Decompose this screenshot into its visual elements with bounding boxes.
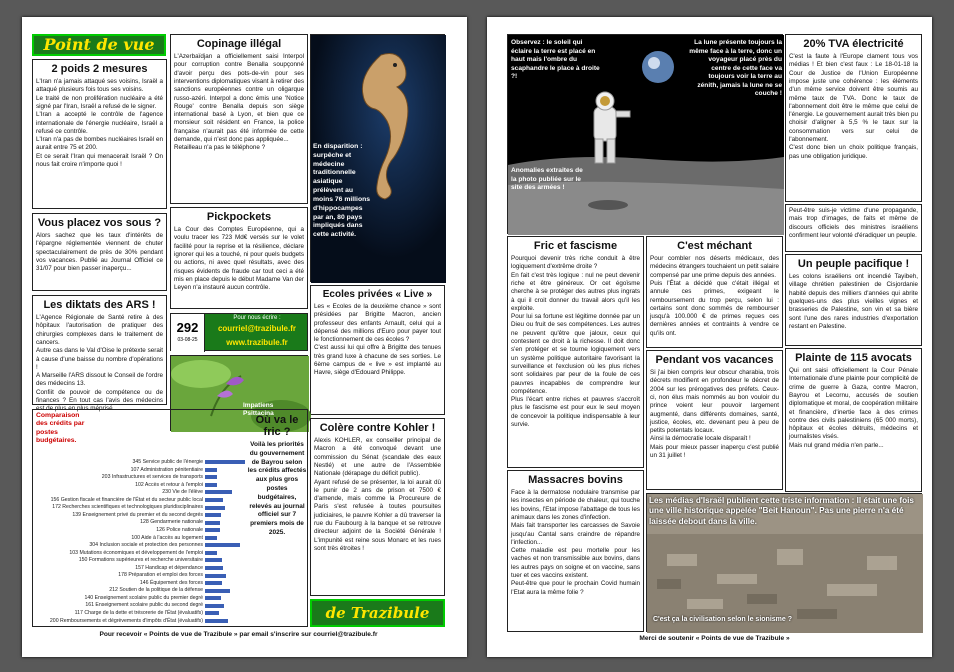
chart-bar bbox=[205, 543, 240, 547]
article-body: Pour combler nos déserts médicaux, des médecins étrangers touchaient un petit salaire compensé par une prime depuis des années. Puis l'État a décidé que c'était illégal et annule ces primes, exigeant le remboursement du trop perçu, selon lui : certains sont donc sommés de rembourser jusqu'à 100.000 € de primes reçues ces dernières années et contraints à vendre ce qu'ils ont. bbox=[650, 255, 779, 337]
footer-left: Pour recevoir « Points de vue de Trazibule » par email s'inscrire sur courriel@trazibule.fr bbox=[99, 631, 378, 638]
article-title: Copinage illégal bbox=[196, 38, 282, 50]
article-title: Les diktats des ARS ! bbox=[43, 299, 156, 311]
chart-bar-label: 172 Recherches scientifiques et technologiques pluridisciplinaires bbox=[52, 504, 203, 511]
chart-bar-label: 128 Gendarmerie nationale bbox=[140, 519, 203, 526]
article-body: L'Azerbaïdjan a officiellement saisi Interpol pour corruption contre Benalla soupçonné d'avoir perçu des pots-de-vin pour ses interventions diplomatiques visant à retirer des sanctions européennes contre un oligarque russo-azéri. Interpol a donc émis une 'Notice Rouge' contre Benalla depuis son siège international basé à Lyon, et bien que ce monsieur soit résident en France, la police française n'aurait pas été informée de cette demande, qui n'est donc pas appliquée... Retailleau n'a pas le téléphone ? bbox=[174, 53, 304, 152]
flower-caption: Impatiens Psittacina bbox=[243, 402, 274, 418]
chart-bar-row bbox=[35, 557, 245, 564]
chart-bar-row bbox=[35, 618, 245, 625]
chart-bar-label: 304 Inclusion sociale et protection des personnes bbox=[89, 542, 203, 549]
chart-bar-row bbox=[35, 527, 245, 534]
chart-bar bbox=[205, 566, 223, 570]
chart-bar-label: 103 Mutations économiques et développement de l'emploi bbox=[69, 549, 203, 556]
caption-observez: Observez : le soleil qui éclaire la terre est placé en haut mais l'ombre du scaphandre le place à droite ?! bbox=[511, 39, 600, 81]
article-ecoles bbox=[310, 285, 445, 415]
caption-lune: La lune présente toujours la même face à la terre, donc un voyageur placé près du centre de cette face va toujours voir la terre au zénith, jamais la lune ne se couche ! bbox=[689, 39, 782, 98]
budget-chart bbox=[35, 413, 245, 625]
article-title: Pendant vos vacances bbox=[655, 354, 774, 366]
chart-bar-row bbox=[35, 565, 245, 572]
chart-bar-label: 100 Aide à l'accès au logement bbox=[131, 534, 203, 541]
article-tva bbox=[785, 34, 922, 202]
chart-bar-row bbox=[35, 519, 245, 526]
chart-bar-label: 200 Remboursements et dégrèvements d'impôts d'État (évaluatifs) bbox=[49, 617, 203, 624]
budget-chart-box bbox=[32, 409, 308, 627]
chart-bar-label: 156 Gestion fiscale et financière de l'État et du secteur public local bbox=[50, 496, 203, 503]
article-body: Les colons israéliens ont incendié Tayibeh, village chrétien palestinien de Cisjordanie habité depuis des milliers d'années qui abrite quelques-uns des plus vieilles vignes et brasseries de Palestine, son vin et sa bière sont l'une des rares industries d'exportation restant en Palestine. bbox=[789, 273, 918, 330]
footer-right: Merci de soutenir « Points de vue de Trazibule » bbox=[639, 635, 790, 642]
newsletter-page-right bbox=[487, 17, 932, 657]
moon-photo-box bbox=[507, 34, 783, 234]
banner-bottom: de Trazibule bbox=[310, 599, 445, 627]
chart-bar-row bbox=[35, 587, 245, 594]
issue-number: 292 bbox=[176, 320, 199, 335]
chart-bar-row bbox=[35, 512, 245, 519]
chart-bar-label: 230 Vie de l'élève bbox=[162, 489, 203, 496]
chart-bar-row bbox=[35, 474, 245, 481]
article-body: Les « Ecoles de la deuxième chance » sont présidées par Brigitte Macron, ancien professeur des enfants Arnault, celui qui a dépensé des millions d'Euro pour payer tout le fonctionnement de ces écoles ? C'est aussi lui qui offre à Brigitte des tenues très grand luxe à chacune de ses sorties. Le 6ème campus de « live » est implanté au Havre, siège d'Edouard Philippe. bbox=[314, 303, 441, 377]
article-body: C'est la faute à l'Europe clament tous vos médias ! Et bien c'est faux : Le 18-01-18 la Cour de Justice de l'Union Européenne impose juste une cohérence : les éléments d'un même service doivent être soumis au même taux de TVA. Donc le taux de l'abonnement doit être le même que celui de l'énergie. Le gouvernement aurait très bien pu choisir d'aligner à 5,5 % le taux sur la consommation vers sur celui de l'abonnement. C'est donc bien un choix politique français, pas une obligation juridique. bbox=[789, 53, 918, 160]
article-body: Alexis KOHLER, ex conseiller principal de Macron a été convoqué devant une commission du Sénat (scandale des eaux Nestlé) et une autre de l'Assemblée Nationale (dérapage du déficit public). Ayant refusé de se présenter, la loi aurait dû le punir de 2 ans de prison et 7500 € d'amende, mais comme la Procureure de Paris s'est refusée à toutes poursuites judiciaires, le pauvre Kohler a dû traverser la rue du Faubourg à la banque et se retrouve directeur adjoint de la Société Générale ! L'impunité est reine sous Monarc et les rues sont très étroites ! bbox=[314, 437, 441, 552]
issue-box bbox=[170, 313, 308, 351]
chart-bar-label: 150 Formations supérieures et recherche universitaire bbox=[78, 557, 203, 564]
chart-bar bbox=[205, 490, 232, 494]
article-title: Colère contre Kohler ! bbox=[319, 422, 436, 434]
article-title: 20% TVA électricité bbox=[803, 38, 904, 50]
article-victime bbox=[785, 204, 922, 252]
chart-bar bbox=[205, 558, 222, 562]
chart-bar bbox=[205, 581, 222, 585]
article-title: Fric et fascisme bbox=[533, 240, 618, 252]
chart-bar-row bbox=[35, 595, 245, 602]
article-title: C'est méchant bbox=[677, 240, 752, 252]
article-avocats bbox=[785, 348, 922, 492]
article-copinage bbox=[170, 34, 308, 204]
chart-bar-label: 139 Enseignement privé du premier et du second degrés bbox=[72, 511, 203, 518]
chart-title: Comparaison des crédits par postes budgétaires. bbox=[36, 412, 85, 445]
chart-bar-row bbox=[35, 535, 245, 542]
chart-bar bbox=[205, 521, 220, 525]
chart-bar-label: 161 Enseignement scolaire public du second degré bbox=[85, 602, 203, 609]
article-title: Ecoles privées « Live » bbox=[322, 289, 433, 300]
article-pickpockets bbox=[170, 207, 308, 309]
chart-bar-label: 178 Préparation et emploi des forces bbox=[118, 572, 203, 579]
chart-bar-label: 126 Police nationale bbox=[156, 526, 203, 533]
chart-bar bbox=[205, 551, 217, 555]
chart-article-body: Voilà les priorités du gouvernement de Bayrou selon les crédits affectés aux plus gros postes budgétaires, relevés au journal officiel sur 7 premiers mois de 2025. bbox=[247, 441, 307, 536]
gaza-caption: Les médias d'Israël publient cette triste information : Il était une fois une ville historique appelée "Beit Hanoun". Pas une pierre n'a été laissée debout dans la ville. bbox=[649, 496, 914, 526]
chart-bar-row bbox=[35, 550, 245, 557]
issue-website[interactable]: www.trazibule.fr bbox=[226, 338, 288, 347]
chart-article-title: Où va le fric ? bbox=[255, 414, 299, 439]
article-title: 2 poids 2 mesures bbox=[51, 63, 148, 75]
chart-bar-row bbox=[35, 580, 245, 587]
article-title: Pickpockets bbox=[206, 211, 272, 223]
chart-bar bbox=[205, 528, 220, 532]
chart-bar bbox=[205, 483, 217, 487]
seahorse-caption: En disparition : surpêche et médecine traditionnelle asiatique prélèvent au moins 76 millions d'hippocampes par an, 80 pays impliqués dans cette activité. bbox=[313, 143, 371, 239]
article-2-poids bbox=[32, 59, 167, 209]
chart-bar bbox=[205, 498, 223, 502]
gaza-bottom-caption: C'est ça la civilisation selon le sionisme ? bbox=[653, 616, 792, 623]
article-kohler bbox=[310, 418, 445, 596]
article-body: L'Agence Régionale de Santé retire à des hôpitaux l'autorisation de pratiquer des chirurgies complexes dans le traitement de cancers. Autre cas dans le Val d'Oise le prétexte serait à cause d'une baisse du nombre d'opérations ! A Marseille l'ARS dissout le Conseil de l'ordre des médecins 13. Confiit de pouvoir de compétence ou de finances ? En tout cas l'avis des médecins est de plus en plus méprisé. bbox=[36, 314, 163, 413]
chart-bar bbox=[205, 475, 217, 479]
article-title: Plainte de 115 avocats bbox=[795, 352, 912, 364]
issue-email[interactable]: courriel@trazibule.fr bbox=[217, 324, 297, 333]
article-body: Face à la dermatose nodulaire transmise par les insectes en période de chaleur, qui touche les bovins, l'Etat impose l'abattage de tous les animaux dans les zones d'infection. Mais fait transporter les carcasses de Savoie jusqu'au Cantal sans craindre de répandre l'infection... Cette maladie est peu mortelle pour les vaches et non transmissible aux bovins, dans les autres pays on soigne et on vaccine, sans tuer et ces vaccins existent. Peut-être que pour le prochain Covid humain l'Etat aura la même folie ? bbox=[511, 489, 640, 596]
chart-bar-row bbox=[35, 602, 245, 609]
newsletter-page-left bbox=[22, 17, 467, 657]
chart-bar bbox=[205, 604, 224, 608]
seahorse-photo-box bbox=[310, 34, 445, 282]
chart-bar bbox=[205, 536, 217, 540]
article-fascisme bbox=[507, 236, 644, 468]
chart-bar-row bbox=[35, 459, 245, 466]
chart-bar-label: 203 Infrastructures et services de transports bbox=[101, 474, 203, 481]
article-vacances bbox=[646, 350, 783, 490]
chart-bar bbox=[205, 574, 226, 578]
chart-bar-row bbox=[35, 542, 245, 549]
chart-bar bbox=[205, 460, 245, 464]
article-body: Peut-être suis-je victime d'une propagande, mais trop d'images, de faits et même de discours officiels des ministres israéliens confirment leur volonté d'éradiquer un peuple. bbox=[789, 207, 918, 239]
chart-bar-row bbox=[35, 497, 245, 504]
chart-bar-row bbox=[35, 610, 245, 617]
chart-bar-row bbox=[35, 504, 245, 511]
caption-anomalies: Anomalies extraites de la photo publiée sur le site des armées ! bbox=[511, 167, 583, 192]
article-title: Un peuple pacifique ! bbox=[797, 258, 910, 270]
chart-bar-row bbox=[35, 489, 245, 496]
chart-bar-label: 102 Accès et retour à l'emploi bbox=[135, 481, 203, 488]
chart-bar bbox=[205, 619, 228, 623]
write-label: Pour nous écrire : bbox=[233, 315, 281, 321]
chart-bar bbox=[205, 589, 230, 593]
article-body: L'Iran n'a jamais attaqué ses voisins, Israël a attaqué plusieurs fois tous ses voisins. Le traité de non prolifération nucléaire a été signé par l'Iran, Israël a refusé de le signer. L'Iran a accepté le contrôle de l'agence internationale de l'énergie nucléaire, Israël a refusé ce contrôle. L'Iran n'a pas de bombes nucléaires Israël en aurait entre 75 et 200. Et ce serait l'Iran qui menacerait Israël ? On nous fait croire n'importe quoi ! bbox=[36, 78, 163, 169]
chart-bar-label: 107 Administration pénitentiaire bbox=[130, 466, 203, 473]
article-ars bbox=[32, 295, 167, 413]
banner-title: Point de vue bbox=[32, 34, 166, 56]
chart-bar bbox=[205, 513, 221, 517]
chart-bar-row bbox=[35, 467, 245, 474]
article-body: Qui ont saisi officiellement la Cour Pénale Internationale d'une plainte pour complicité de crime de guerre à Gaza, contre Macron, Bayrou et Lecornu, accusés de soutien diplomatique et moral, de coopération militaire et financière, d'inertie face à des crimes contre des civils palestiniens (65 000 morts), hôpitaux et écoles détruits, médecins et journalistes visés. Mais nul grand média n'en parle... bbox=[789, 367, 918, 449]
chart-bar-label: 146 Équipement des forces bbox=[139, 579, 203, 586]
gaza-photo-box bbox=[646, 493, 922, 632]
article-title: Massacres bovins bbox=[528, 474, 623, 486]
chart-bar bbox=[205, 506, 225, 510]
chart-bar-label: 212 Soutien de la politique de la défense bbox=[109, 587, 203, 594]
chart-bar-label: 117 Charge de la dette et trésorerie de l'État (évaluatifs) bbox=[74, 610, 203, 616]
article-title: Vous placez vos sous ? bbox=[37, 217, 162, 229]
article-body: Alors sachez que les taux d'intérêts de l'épargne réglementée viennent de chuter spectaculairement de près de 30% pendant vos vacances. Publié au Journal Officiel ce 31/07 pour bien passer inaperçu... bbox=[36, 232, 163, 273]
chart-bar bbox=[205, 468, 217, 472]
chart-bar-label: 157 Handicap et dépendance bbox=[135, 564, 203, 571]
chart-bar bbox=[205, 596, 221, 600]
chart-bar-label: 140 Enseignement scolaire public du premier degré bbox=[84, 594, 203, 601]
article-bovins bbox=[507, 470, 644, 632]
chart-bar-row bbox=[35, 572, 245, 579]
chart-bar-row bbox=[35, 482, 245, 489]
article-mechant bbox=[646, 236, 783, 348]
article-body: Si j'ai bien compris leur obscur charabia, trois décrets modifient en profondeur le décret de 2004 sur les prérogatives des préfets. Ceux-ci, non élus mais nommés au bon vouloir du prince voient leur pouvoir largement augmenté, dans différents domaines, santé, justice, écoles, etc. devenant peu à peu de petits potentats locaux. Ainsi la démocratie locale disparaît ! Mais pour mieux passer inaperçu c'est publié un 31 juillet ! bbox=[650, 369, 779, 460]
article-vos-sous bbox=[32, 213, 167, 291]
issue-date: 03-08-25 bbox=[177, 337, 198, 343]
article-body: Pourquoi devenir très riche conduit à être logiquement d'extrême droite ? En fait c'est très logique : nul ne peut devenir riche et être généreux. Or cet égoïsme cherche à se protéger des autres plus ingrats à qui il croit donner du travail alors qu'il les exploite. Pour lui sa fortune est légitime donnée par un Dieu ou fruit de ses compétences. Les autres ne peuvent qu'être que jaloux, ceux qui contestent ce droit à la richesse. Il doit donc s'en protéger et se tourne logiquement vers un système politique autoritaire favorisant la surveillance et l'exclusion où les plus riches sont solidaires par peur de la foule de ces pauvres incapables de comprendre leur compétence. Plus l'écart entre riches et pauvres s'accroît plus le fascisme est pour eux le seul moyen de concevoir la politique indispensable à leur survie. bbox=[511, 255, 640, 429]
chart-bar bbox=[205, 611, 219, 615]
article-pacifique bbox=[785, 254, 922, 346]
chart-bar-label: 345 Service public de l'énergie bbox=[132, 459, 203, 465]
article-body: La Cour des Comptes Européenne, qui a voulu tracer les 723 Md€ versés sur le volet facilité pour la reprise et la résilience, déclare ignorer qui les a touché, ni pour quels budgets ou actions, ni avec quel résultats, avec des risques évidents de fraude car tout ceci a été mis en place depuis le début Madame Van der Leyen n'a instauré aucun contrôle. bbox=[174, 226, 304, 292]
